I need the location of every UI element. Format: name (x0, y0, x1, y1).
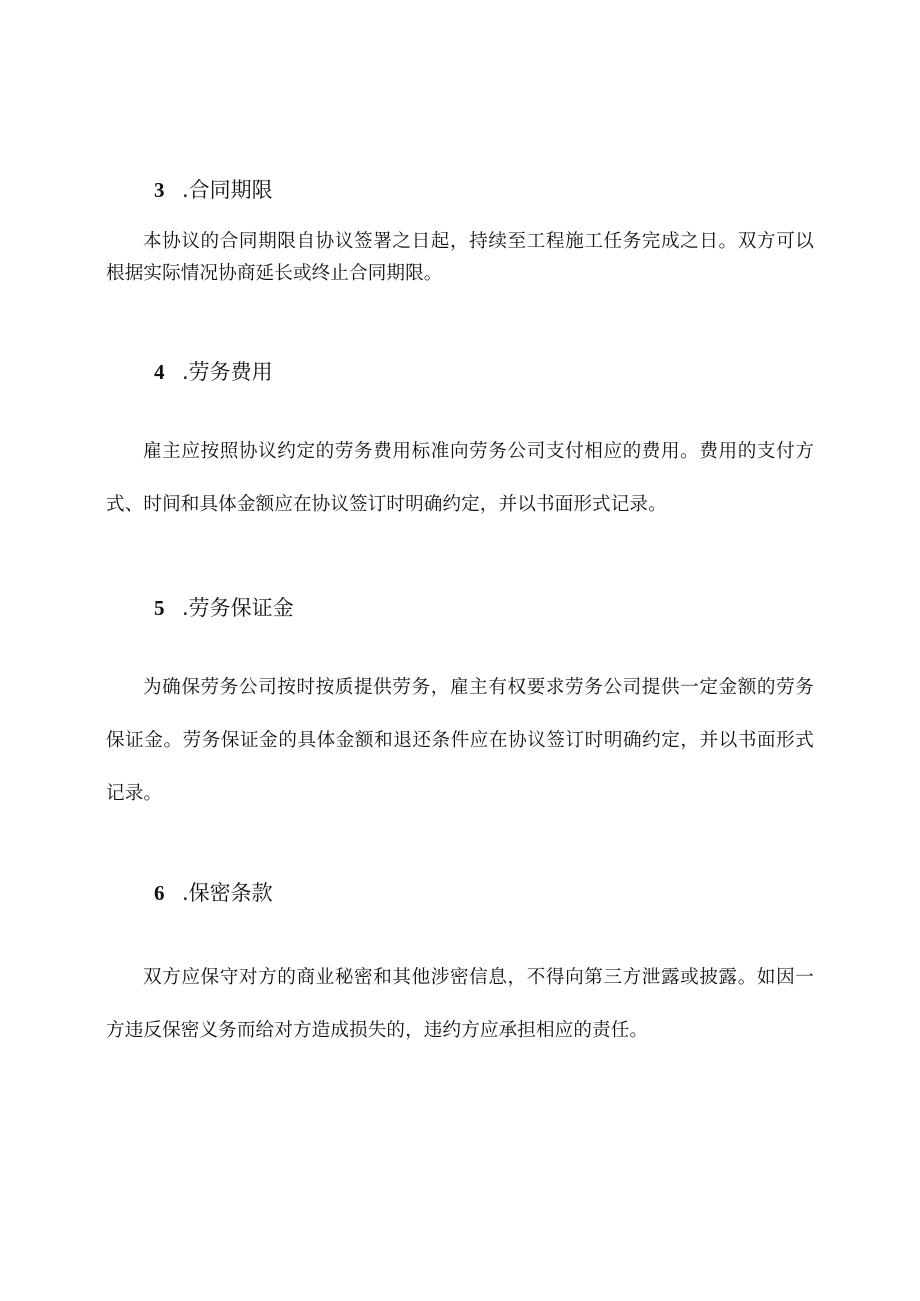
section-title: .劳务费用 (182, 360, 273, 384)
section-heading-3 (154, 176, 273, 204)
section-body-4: 雇主应按照协议约定的劳务费用标准向劳务公司支付相应的费用。费用的支付方式、时间和具体金额应在协议签订时明确约定，并以书面形式记录。 (106, 441, 814, 515)
section-heading-6 (154, 879, 273, 907)
section-number: 4 (154, 360, 165, 384)
section-number: 3 (154, 178, 165, 202)
section-body-3: 本协议的合同期限自协议签署之日起，持续至工程施工任务完成之日。双方可以根据实际情况协商延长或终止合同期限。 (106, 231, 814, 284)
section-number: 5 (154, 596, 165, 620)
section-title: .劳务保证金 (182, 596, 294, 620)
section-number: 6 (154, 881, 165, 905)
section-title: .合同期限 (182, 178, 273, 202)
section-body-5: 为确保劳务公司按时按质提供劳务，雇主有权要求劳务公司提供一定金额的劳务保证金。劳务保证金的具体金额和退还条件应在协议签订时明确约定，并以书面形式记录。 (106, 677, 814, 804)
section-body-6: 双方应保守对方的商业秘密和其他涉密信息，不得向第三方泄露或披露。如因一方违反保密义务而给对方造成损失的，违约方应承担相应的责任。 (106, 967, 814, 1041)
section-heading-4 (154, 358, 273, 386)
section-title: .保密条款 (182, 881, 273, 905)
section-heading-5 (154, 594, 294, 622)
